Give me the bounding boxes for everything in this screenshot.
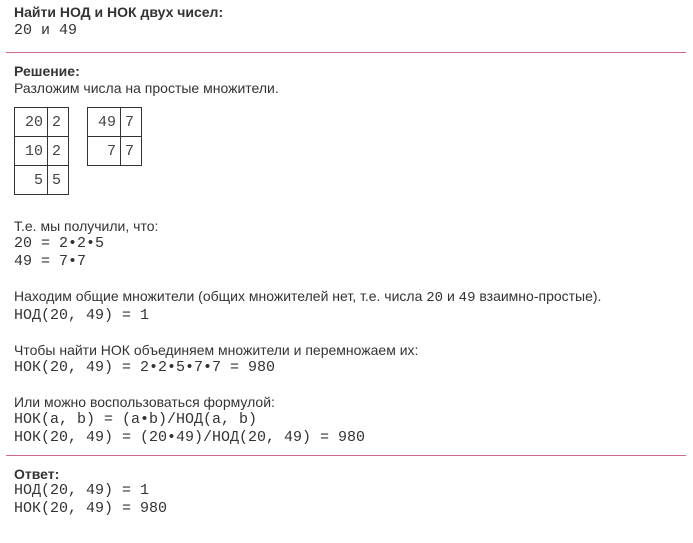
table-cell: 2 [48, 108, 69, 137]
table-row [15, 108, 69, 137]
table-cell: 2 [48, 137, 69, 166]
table-row [88, 108, 142, 137]
table-cell: 20 [15, 108, 48, 137]
table-cell: 49 [88, 108, 121, 137]
page-title: Найти НОД и НОК двух чисел: [14, 4, 224, 20]
table-row [88, 137, 142, 166]
common-number-a: 20 [426, 290, 444, 306]
obtained-label: Т.е. мы получили, что: [14, 218, 159, 234]
common-number-b: 49 [458, 290, 476, 306]
gcd-line: НОД(20, 49) = 1 [14, 307, 150, 324]
lcm-text: Чтобы найти НОК объединяем множители и перемножаем их: [14, 342, 419, 358]
common-factors-text [14, 287, 693, 307]
solution-title: Решение: [14, 63, 80, 79]
factor-table-a [14, 107, 69, 195]
table-cell: 7 [121, 137, 142, 166]
formula-calc: НОК(20, 49) = (20•49)/НОД(20, 49) = 980 [14, 429, 366, 446]
table-row [15, 166, 69, 195]
given-numbers: 20 и 49 [14, 22, 78, 39]
factor-table-b [87, 107, 142, 166]
lcm-line: НОК(20, 49) = 2•2•5•7•7 = 980 [14, 359, 276, 376]
formula-line: НОК(a, b) = (a•b)/НОД(a, b) [14, 411, 258, 428]
decomposition-a: 20 = 2•2•5 [14, 235, 105, 252]
common-text-1: Находим общие множители (общих множителей нет, т.е. числа [14, 288, 427, 304]
answer-gcd: НОД(20, 49) = 1 [14, 482, 150, 499]
formula-text: Или можно воспользоваться формулой: [14, 394, 275, 410]
table-cell: 5 [48, 166, 69, 195]
common-text-2: и [443, 288, 459, 304]
answer-section [0, 456, 693, 518]
solution-intro: Разложим числа на простые множители. [14, 80, 279, 96]
table-cell: 7 [88, 137, 121, 166]
decomposition-b: 49 = 7•7 [14, 253, 87, 270]
common-text-3: взаимно-простые). [475, 288, 602, 304]
table-cell: 7 [121, 108, 142, 137]
answer-title: Ответ: [14, 466, 60, 482]
table-row [15, 137, 69, 166]
factor-tables [14, 107, 693, 195]
solution-section [0, 53, 693, 447]
table-cell: 5 [15, 166, 48, 195]
document [0, 0, 693, 40]
answer-lcm: НОК(20, 49) = 980 [14, 500, 168, 517]
table-cell: 10 [15, 137, 48, 166]
